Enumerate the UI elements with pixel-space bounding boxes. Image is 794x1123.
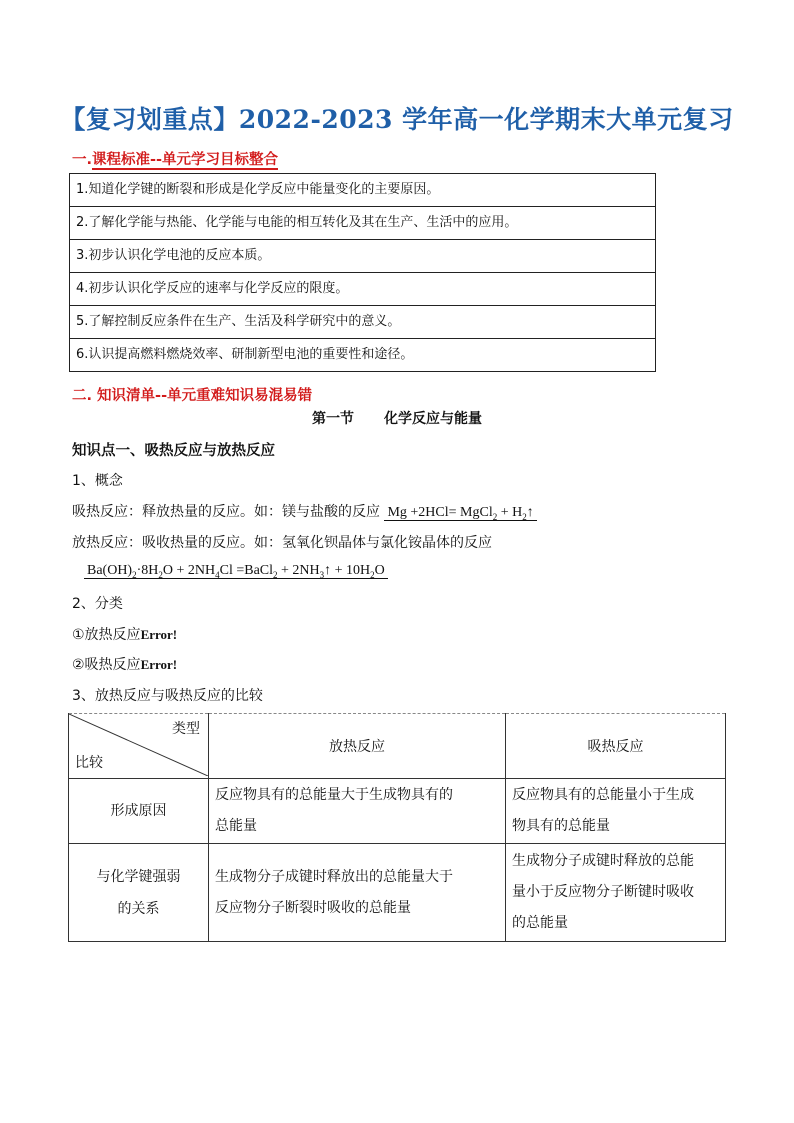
equation-mg-hcl: Mg +2HCl= MgCl$_2$ + $H_2↑$	[384, 505, 536, 521]
goal-item: 3.初步认识化学电池的反应本质。	[70, 240, 656, 273]
classify-heading: 2、分类	[72, 596, 123, 612]
section-1-heading	[72, 148, 278, 169]
endothermic-definition	[72, 501, 537, 522]
row-label-bond: 与化学键强弱 的关系	[69, 844, 209, 942]
cell-exo-bond: 生成物分子成键时释放出的总能量大于 反应物分子断裂时吸收的总能量	[209, 844, 506, 942]
table-corner-cell	[69, 714, 209, 779]
knowledge-point-heading: 知识点一、吸热反应与放热反应	[72, 443, 275, 459]
classify-item-endothermic: ②吸热反应Error!	[72, 657, 178, 673]
comparison-table	[68, 713, 726, 942]
endothermic-text: 吸热反应：释放热量的反应。如：镁与盐酸的反应	[72, 504, 380, 520]
error-text: Error!	[140, 657, 178, 672]
goal-item: 1.知道化学键的断裂和形成是化学反应中能量变化的主要原因。	[70, 174, 656, 207]
subsection-heading	[0, 408, 794, 428]
header-exothermic: 放热反应	[209, 714, 506, 779]
exothermic-definition: 放热反应：吸收热量的反应。如：氢氧化钡晶体与氯化铵晶体的反应	[72, 535, 492, 551]
cell-endo-cause: 反应物具有的总能量小于生成 物具有的总能量	[506, 779, 726, 844]
error-text: Error!	[140, 627, 178, 642]
compare-heading: 3、放热反应与吸热反应的比较	[72, 688, 263, 704]
header-endothermic: 吸热反应	[506, 714, 726, 779]
subsection-title: 化学反应与能量	[384, 411, 482, 427]
corner-type-label: 类型	[172, 721, 200, 737]
section-1-title: 课程标准--单元学习目标整合	[92, 152, 279, 168]
cell-exo-cause: 反应物具有的总能量大于生成物具有的 总能量	[209, 779, 506, 844]
concept-heading: 1、概念	[72, 473, 123, 489]
goals-table	[69, 173, 656, 372]
equation-barium-hydroxide: $Ba(OH)_2\cdot 8H_2O + 2NH_4Cl$ =BaCl$_2$ + $2NH_3↑ + 10H_2O$	[84, 562, 388, 580]
classify-item-exothermic: ①放热反应Error!	[72, 627, 178, 643]
section-1-prefix: 一.	[72, 152, 93, 168]
subsection-number: 第一节	[312, 411, 354, 427]
goal-item: 4.初步认识化学反应的速率与化学反应的限度。	[70, 273, 656, 306]
goal-item: 2.了解化学能与热能、化学能与电能的相互转化及其在生产、生活中的应用。	[70, 207, 656, 240]
row-label-cause: 形成原因	[69, 779, 209, 844]
page-title: 【复习划重点】2022-2023 学年高一化学期末大单元复习	[60, 105, 734, 134]
goal-item: 5.了解控制反应条件在生产、生活及科学研究中的意义。	[70, 306, 656, 339]
goal-item: 6.认识提高燃料燃烧效率、研制新型电池的重要性和途径。	[70, 339, 656, 372]
corner-compare-label: 比较	[75, 755, 103, 771]
cell-endo-bond: 生成物分子成键时释放的总能 量小于反应物分子断键时吸收 的总能量	[506, 844, 726, 942]
section-2-heading: 二. 知识清单--单元重难知识易混易错	[72, 388, 313, 404]
